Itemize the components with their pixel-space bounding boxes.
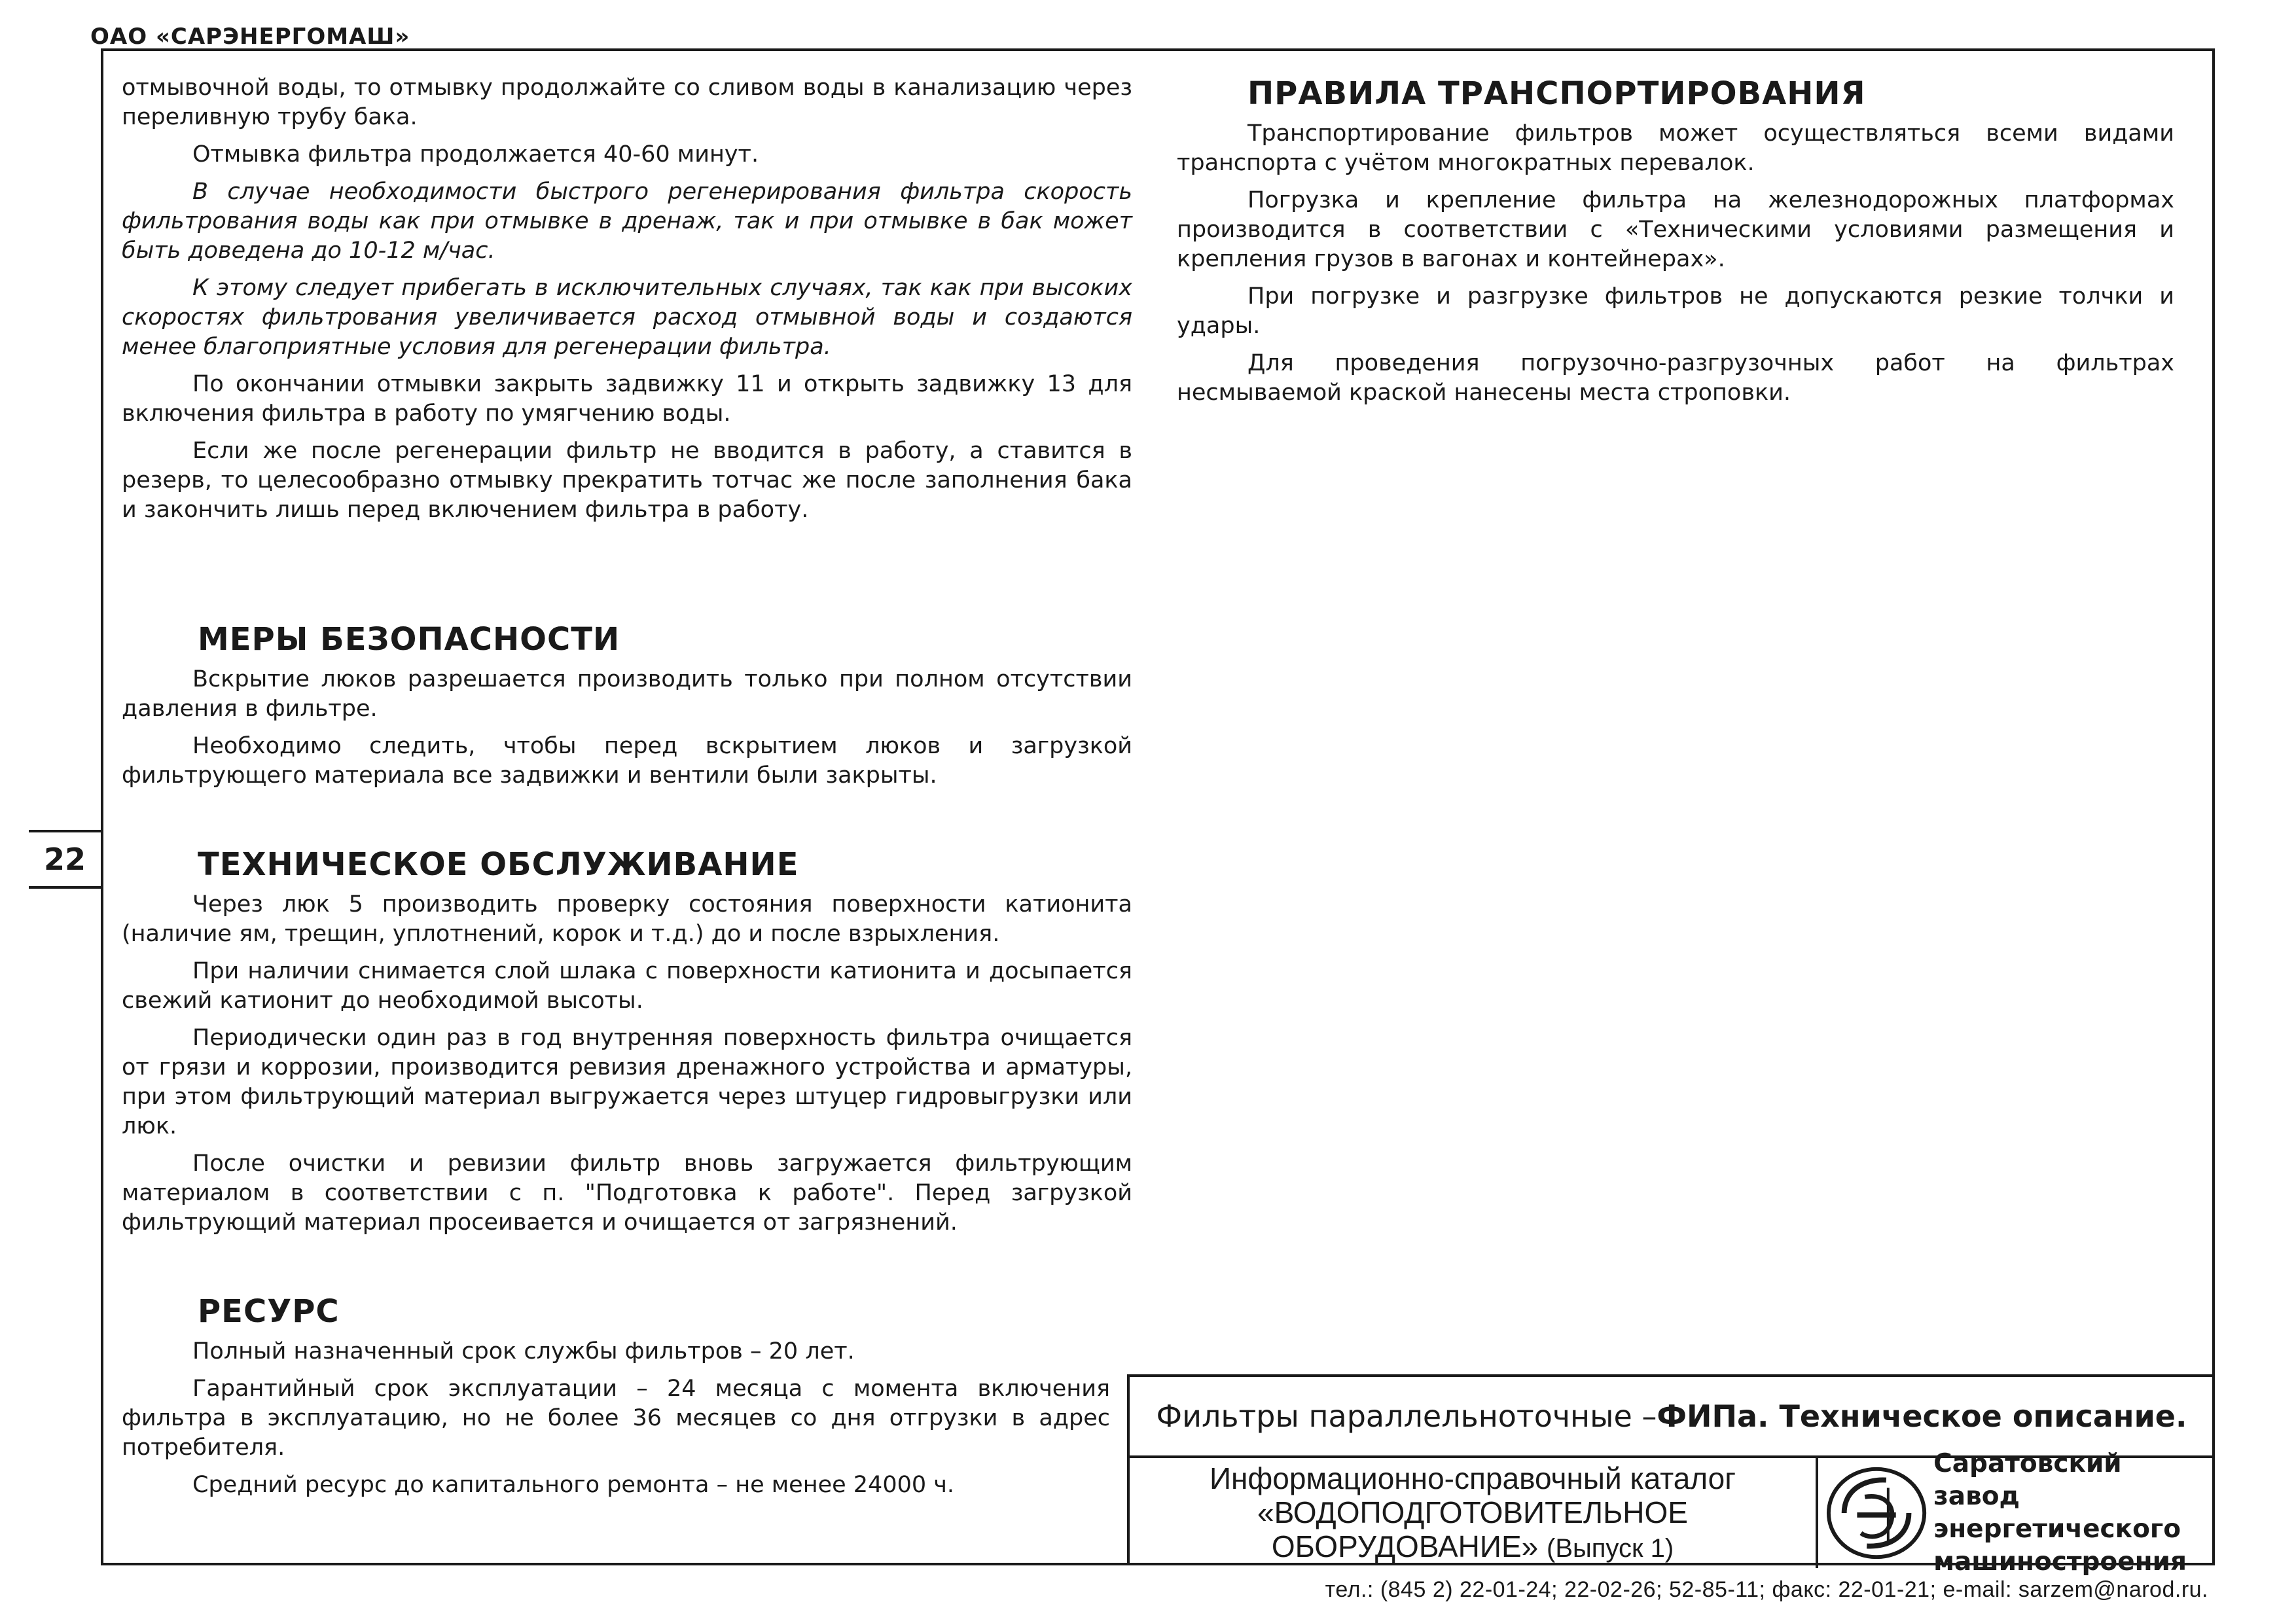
paragraph: Гарантийный срок эксплуатации – 24 месяца с момента включения фильтра в эксплуатацию, но не более 36 месяцев со дня отгрузки в адрес потребителя. xyxy=(122,1376,1110,1461)
paragraph: Периодически один раз в год внутренняя поверхность фильтра очищается от грязи и коррозии, производится ревизия дренажного устройства и арматуры, при этом фильтрующий материал выгружается через штуцер гидровыгрузки или люк. xyxy=(122,1025,1132,1139)
title-block xyxy=(1127,1374,2214,1577)
left-column xyxy=(122,73,1132,1508)
paragraph: К этому следует прибегать в исключительных случаях, так как при высоких скоростях фильтрования увеличивается расход отмывной воды и создаются менее благоприятные условия для регенерации фильтра. xyxy=(122,275,1132,360)
paragraph: Средний ресурс до капитального ремонта – не менее 24000 ч. xyxy=(192,1472,955,1498)
section-heading-maintenance: ТЕХНИЧЕСКОЕ ОБСЛУЖИВАНИЕ xyxy=(198,846,799,883)
paragraph: При погрузке и разгрузке фильтров не допускаются резкие толчки и удары. xyxy=(1177,283,2174,339)
maker-line: машиностроения xyxy=(1933,1547,2187,1577)
paragraph: В случае необходимости быстрого регенерирования фильтра скорость фильтрования воды как при отмывке в дренаж, так и при отмывке в бак может быть доведена до 10-12 м/час. xyxy=(122,179,1132,264)
catalog-issue: (Выпуск 1) xyxy=(1547,1533,1674,1563)
paragraph: Погрузка и крепление фильтра на железнодорожных платформах производится в соответствии с «Техническими условиями размещения и крепления грузов в вагонах и контейнерах». xyxy=(1177,187,2174,272)
paragraph: Вскрытие люков разрешается производить только при полном отсутствии давления в фильтре. xyxy=(122,666,1132,722)
company-name: ОАО «САРЭНЕРГОМАШ» xyxy=(90,24,410,50)
paragraph: Через люк 5 производить проверку состояния поверхности катионита (наличие ям, трещин, уплотнений, корок и т.д.) до и после взрыхления. xyxy=(122,891,1132,947)
section-heading-transport: ПРАВИЛА ТРАНСПОРТИРОВАНИЯ xyxy=(1247,75,1866,112)
paragraph: По окончании отмывки закрыть задвижку 11 и открыть задвижку 13 для включения фильтра в работу по умягчению воды. xyxy=(122,371,1132,427)
paragraph: Полный назначенный срок службы фильтров – 20 лет. xyxy=(192,1338,855,1364)
paragraph: При наличии снимается слой шлака с поверхности катионита и досыпается свежий катионит до необходимой высоты. xyxy=(122,958,1132,1014)
section-heading-safety: МЕРЫ БЕЗОПАСНОСТИ xyxy=(198,621,620,658)
document-title-prefix: Фильтры параллельноточные – xyxy=(1156,1399,1657,1434)
catalog-line: «ВОДОПОДГОТОВИТЕЛЬНОЕ xyxy=(1257,1495,1688,1529)
paragraph: Отмывка фильтра продолжается 40-60 минут. xyxy=(192,141,759,168)
catalog-line xyxy=(1272,1529,1674,1565)
spacer xyxy=(122,798,1132,844)
paragraph: После очистки и ревизии фильтр вновь загружается фильтрующим материалом в соответствии с п. "Подготовка к работе". Перед загрузкой фильтрующий материал просеивается и очищается от загрязнений. xyxy=(122,1150,1132,1236)
catalog-line-main: ОБОРУДОВАНИЕ» xyxy=(1271,1529,1539,1563)
manufacturer xyxy=(1818,1449,2214,1577)
maker-line: энергетического xyxy=(1933,1514,2181,1544)
contact-info: тел.: (845 2) 22-01-24; 22-02-26; 52-85-11; факс: 22-01-21; e-mail: sarzem@narod.ru. xyxy=(1325,1577,2208,1602)
document-title-product: ФИПа xyxy=(1657,1399,1758,1434)
paragraph: Для проведения погрузочно-разгрузочных работ на фильтрах несмываемой краской нанесены места строповки. xyxy=(1177,350,2174,406)
page-number: 22 xyxy=(29,830,101,889)
paragraph: Необходимо следить, чтобы перед вскрытием люков и загрузкой фильтрующего материала все задвижки и вентили были закрыты. xyxy=(122,733,1132,789)
right-column xyxy=(1177,73,2174,416)
paragraph: отмывочной воды, то отмывку продолжайте со сливом воды в канализацию через переливную трубу бака. xyxy=(122,75,1132,130)
maker-line: Саратовский завод xyxy=(1933,1449,2122,1511)
document-title-suffix: . Техническое описание. xyxy=(1757,1399,2187,1434)
spacer xyxy=(122,533,1132,619)
section-heading-resource: РЕСУРС xyxy=(198,1293,340,1330)
saratov-plant-logo-icon xyxy=(1825,1464,1928,1562)
spacer xyxy=(122,1245,1132,1291)
paragraph: Транспортирование фильтров может осуществляться всеми видами транспорта с учётом многократных перевалок. xyxy=(1177,120,2174,176)
paragraph: Если же после регенерации фильтр не вводится в работу, а ставится в резерв, то целесообразно отмывку прекратить тотчас же после заполнения бака и закончить лишь перед включением фильтра в работу. xyxy=(122,438,1132,523)
catalog-name xyxy=(1130,1458,1818,1568)
catalog-line: Информационно-справочный каталог xyxy=(1209,1461,1736,1495)
document-title xyxy=(1130,1377,2214,1458)
